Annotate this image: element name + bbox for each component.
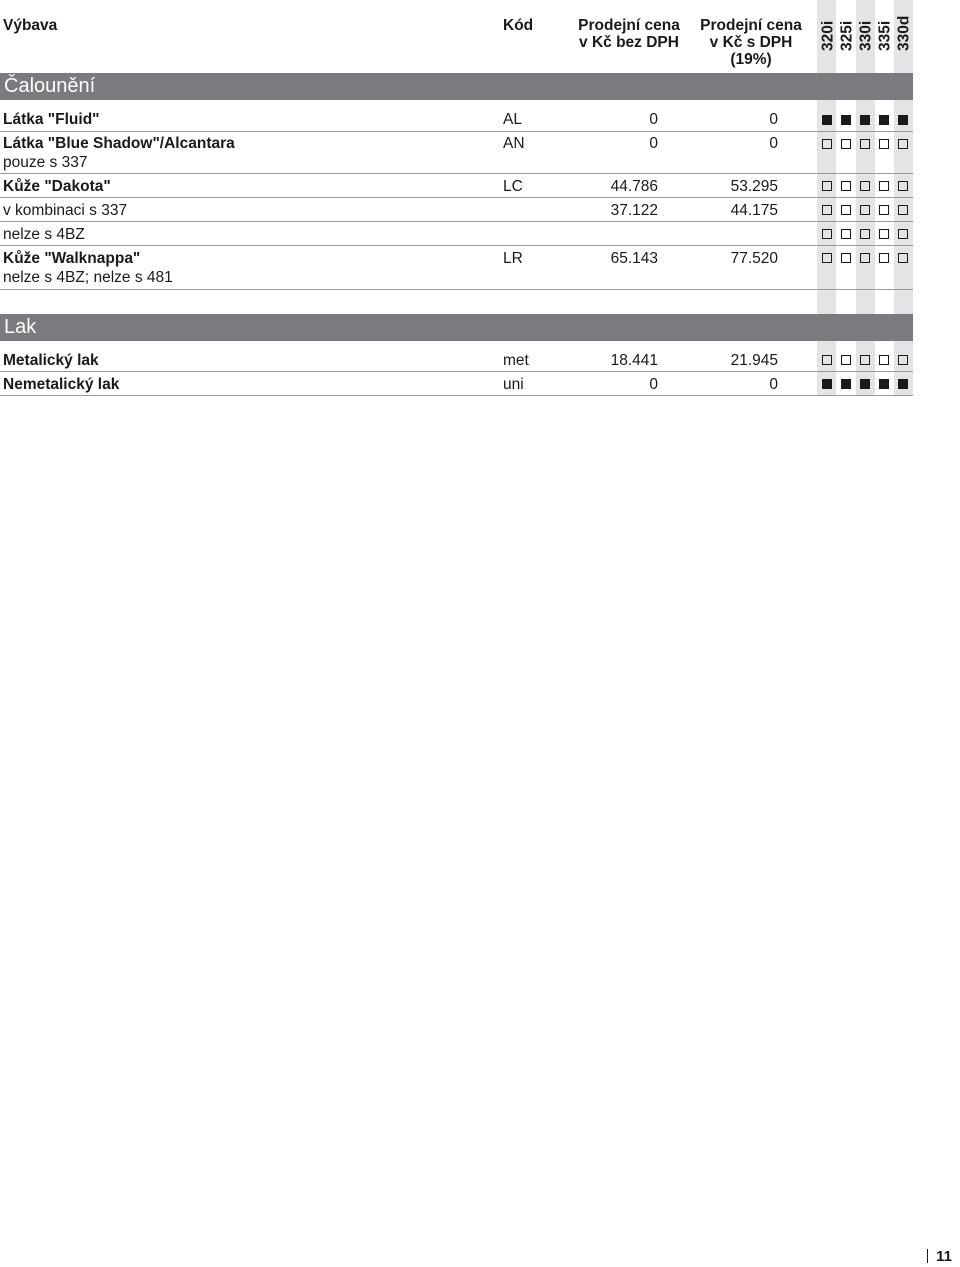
standard-mark — [841, 115, 851, 125]
row-price-vat: 77.520 — [730, 250, 778, 267]
header-feature: Výbava — [3, 17, 58, 34]
row-code: AL — [503, 111, 522, 128]
standard-mark — [822, 115, 832, 125]
row-code: AN — [503, 135, 525, 152]
standard-mark — [822, 379, 832, 389]
optional-mark — [898, 181, 908, 191]
row-code: met — [503, 352, 529, 369]
optional-mark — [841, 229, 851, 239]
model-header — [818, 2, 837, 68]
row-code: LR — [503, 250, 523, 267]
row-price-vat: 0 — [769, 376, 778, 393]
header-price-vat-line3: (19%) — [730, 51, 772, 68]
section-title-paint: Lak — [0, 314, 913, 341]
optional-mark — [841, 253, 851, 263]
row-label: Kůže "Dakota" — [3, 178, 111, 195]
optional-mark — [860, 205, 870, 215]
row-price-vat: 44.175 — [730, 202, 778, 219]
table-row — [0, 174, 913, 198]
model-header — [837, 2, 856, 68]
header-price-vat-line2: v Kč s DPH — [709, 34, 793, 51]
row-price-net: 0 — [649, 376, 658, 393]
row-note: nelze s 4BZ; nelze s 481 — [3, 269, 173, 286]
header-price-net-line1: Prodejní cena — [578, 17, 680, 34]
header-price-net-line2: v Kč bez DPH — [579, 34, 679, 51]
standard-mark — [898, 379, 908, 389]
optional-mark — [879, 355, 889, 365]
table-row — [0, 246, 913, 290]
row-label: Kůže "Walknappa" — [3, 250, 141, 267]
table-row — [0, 222, 913, 246]
header-price-vat-line1: Prodejní cena — [700, 17, 802, 34]
optional-mark — [879, 139, 889, 149]
row-label: Metalický lak — [3, 352, 99, 369]
optional-mark — [879, 181, 889, 191]
section-title-upholstery: Čalounění — [0, 73, 913, 100]
row-price-vat: 53.295 — [730, 178, 778, 195]
optional-mark — [860, 253, 870, 263]
row-code: uni — [503, 376, 524, 393]
standard-mark — [860, 379, 870, 389]
optional-mark — [898, 205, 908, 215]
optional-mark — [898, 253, 908, 263]
optional-mark — [822, 205, 832, 215]
model-header — [894, 2, 913, 68]
model-label: 320i — [819, 20, 836, 51]
optional-mark — [860, 229, 870, 239]
standard-mark — [860, 115, 870, 125]
model-header — [856, 2, 875, 68]
header-code: Kód — [503, 17, 534, 34]
optional-mark — [822, 355, 832, 365]
model-header — [875, 2, 894, 68]
row-price-vat: 0 — [769, 135, 778, 152]
optional-mark — [841, 181, 851, 191]
table-row — [0, 108, 913, 132]
row-label: Látka "Blue Shadow"/Alcantara — [3, 135, 235, 152]
header-price-vat — [688, 17, 814, 68]
row-label: Látka "Fluid" — [3, 111, 100, 128]
table-row — [0, 198, 913, 222]
model-label: 330i — [857, 20, 874, 51]
row-note: pouze s 337 — [3, 154, 88, 171]
header-price-net — [566, 17, 692, 51]
optional-mark — [822, 229, 832, 239]
optional-mark — [879, 205, 889, 215]
table-row — [0, 372, 913, 396]
optional-mark — [822, 139, 832, 149]
optional-mark — [860, 181, 870, 191]
model-label: 325i — [838, 20, 855, 51]
optional-mark — [898, 229, 908, 239]
page-number-text: 11 — [936, 1248, 952, 1265]
row-price-net: 0 — [649, 135, 658, 152]
optional-mark — [898, 139, 908, 149]
optional-mark — [841, 205, 851, 215]
row-price-vat: 21.945 — [730, 352, 778, 369]
standard-mark — [841, 379, 851, 389]
optional-mark — [898, 355, 908, 365]
optional-mark — [822, 253, 832, 263]
optional-mark — [841, 139, 851, 149]
page-number — [927, 1248, 952, 1265]
row-label: v kombinaci s 337 — [3, 202, 128, 219]
model-label: 335i — [876, 20, 893, 51]
row-price-net: 37.122 — [610, 202, 658, 219]
row-price-net: 65.143 — [610, 250, 658, 267]
table-row — [0, 348, 913, 372]
standard-mark — [898, 115, 908, 125]
row-divider — [0, 395, 913, 396]
standard-mark — [879, 379, 889, 389]
row-price-vat: 0 — [769, 111, 778, 128]
row-label: nelze s 4BZ — [3, 226, 85, 243]
optional-mark — [860, 355, 870, 365]
row-price-net: 18.441 — [610, 352, 658, 369]
model-label: 330d — [895, 15, 912, 51]
optional-mark — [879, 229, 889, 239]
row-label: Nemetalický lak — [3, 376, 120, 393]
row-price-net: 44.786 — [610, 178, 658, 195]
optional-mark — [860, 139, 870, 149]
row-divider — [0, 289, 913, 290]
row-code: LC — [503, 178, 523, 195]
row-price-net: 0 — [649, 111, 658, 128]
table-row — [0, 132, 913, 174]
optional-mark — [822, 181, 832, 191]
page-number-rule — [927, 1249, 928, 1263]
optional-mark — [879, 253, 889, 263]
optional-mark — [841, 355, 851, 365]
standard-mark — [879, 115, 889, 125]
